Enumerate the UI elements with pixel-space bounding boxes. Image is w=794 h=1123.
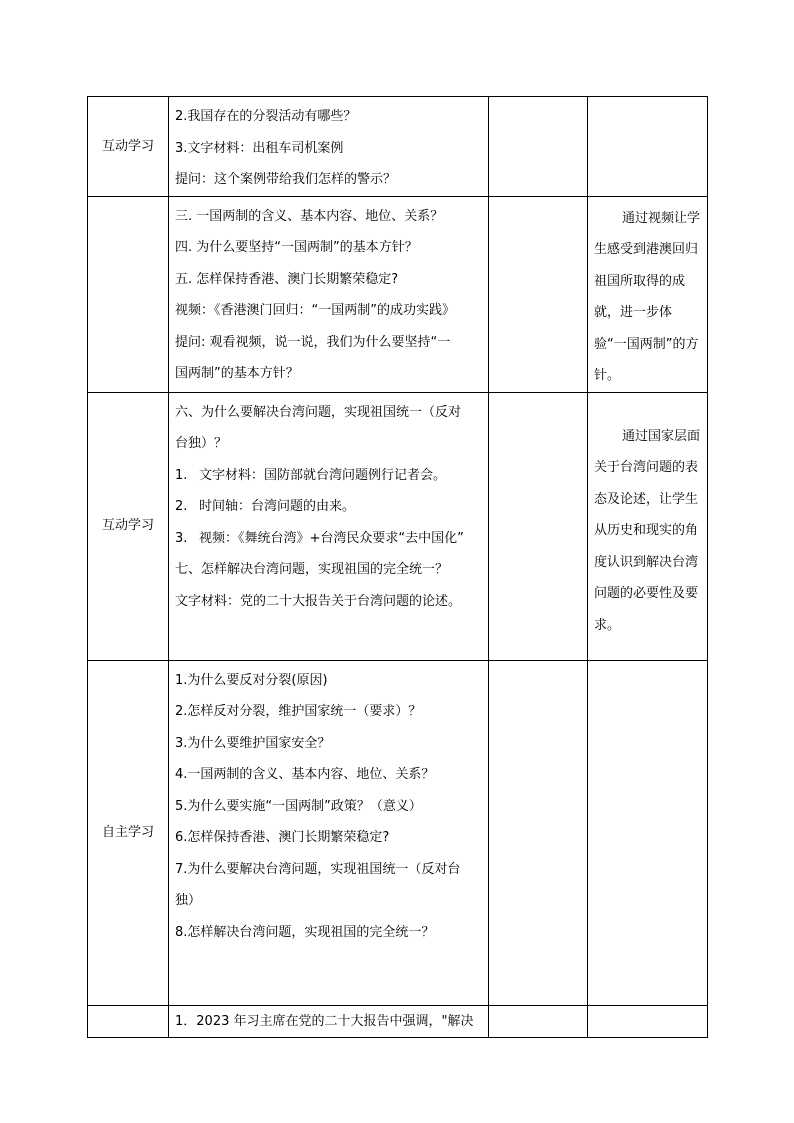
content-line: 1.为什么要反对分裂(原因) [175, 672, 328, 688]
content-line: 五. 怎样保持香港、澳门长期繁荣稳定? [175, 271, 399, 287]
item-text: 视频：《舞统台湾》+台湾民众要求“去中国化” [199, 530, 464, 546]
table-row [88, 97, 708, 197]
content-line: 2.怎样反对分裂，维护国家统一（要求）？ [175, 704, 422, 719]
content-line: 5.为什么要实施“一国两制”政策？（意义） [175, 798, 422, 814]
row-label: 自主学习 [88, 660, 169, 1005]
item-text: 文字材料：国防部就台湾问题例行记者会。 [199, 467, 447, 483]
note-cell [588, 660, 708, 1005]
content-line: 3.为什么要维护国家安全？ [175, 735, 331, 751]
empty-cell [489, 196, 588, 392]
content-cell [169, 660, 489, 1005]
lesson-plan-table [87, 96, 708, 1038]
item-number: 1. [175, 467, 188, 483]
note-cell [588, 97, 708, 197]
table-row [88, 392, 708, 660]
content-line: 文字材料：党的二十大报告关于台湾问题的论述。 [175, 593, 462, 609]
note-cell [588, 1005, 708, 1038]
content-line: 国两制”的基本方针？ [175, 366, 299, 381]
content-line [175, 523, 484, 555]
content-line: 4.一国两制的含义、基本内容、地位、关系？ [175, 767, 435, 782]
content-line: 台独）？ [175, 436, 228, 451]
empty-cell [489, 660, 588, 1005]
row-label: 互动学习 [88, 392, 169, 660]
content-line: 七、怎样解决台湾问题，实现祖国的完全统一？ [175, 562, 449, 577]
content-line: 6.怎样保持香港、澳门长期繁荣稳定? [175, 830, 390, 845]
content-line: 1．2023 年习主席在党的二十大报告中强调，"解决 [175, 1013, 474, 1029]
content-line: 独） [175, 893, 202, 908]
row-label: 互动学习 [88, 97, 169, 197]
content-line: 3.文字材料：出租车司机案例 [175, 140, 344, 156]
content-line: 提问: 观看视频，说一说，我们为什么要坚持“一 [175, 334, 451, 350]
content-line: 视频：《香港澳门回归：“一国两制”的成功实践》 [175, 303, 455, 318]
content-cell [169, 97, 489, 197]
table-row [88, 1005, 708, 1038]
note-cell [588, 392, 708, 660]
content-line: 7.为什么要解决台湾问题，实现祖国统一（反对台 [175, 861, 461, 877]
content-line [175, 460, 484, 492]
content-line: 六、为什么要解决台湾问题，实现祖国统一（反对 [175, 404, 462, 420]
table-row [88, 660, 708, 1005]
content-line: 2.我国存在的分裂活动有哪些？ [175, 109, 357, 124]
row-label [88, 196, 169, 392]
content-cell [169, 196, 489, 392]
note-text: 通过视频让学生感受到港澳回归祖国所取得的成就，进一步体验“一国两制”的方针。 [594, 210, 701, 383]
item-text: 时间轴：台湾问题的由来。 [199, 499, 356, 514]
content-line [175, 491, 484, 523]
content-line: 8.怎样解决台湾问题，实现祖国的完全统一？ [175, 924, 435, 940]
content-line: 四. 为什么要坚持“一国两制”的基本方针？ [175, 240, 418, 255]
content-cell [169, 1005, 489, 1038]
content-line: 提问：这个案例带给我们怎样的警示？ [175, 172, 397, 187]
item-number: 3. [175, 530, 188, 546]
content-line: 三. 一国两制的含义、基本内容、地位、关系？ [175, 208, 444, 224]
content-cell [169, 392, 489, 660]
item-number: 2. [175, 499, 188, 514]
note-text: 通过国家层面关于台湾问题的表态及论述，让学生从历史和现实的角度认识到解决台湾问题的必要性及要求。 [594, 428, 701, 633]
empty-cell [489, 1005, 588, 1038]
empty-cell [489, 97, 588, 197]
note-cell [588, 196, 708, 392]
table-row [88, 196, 708, 392]
empty-cell [489, 392, 588, 660]
row-label [88, 1005, 169, 1038]
